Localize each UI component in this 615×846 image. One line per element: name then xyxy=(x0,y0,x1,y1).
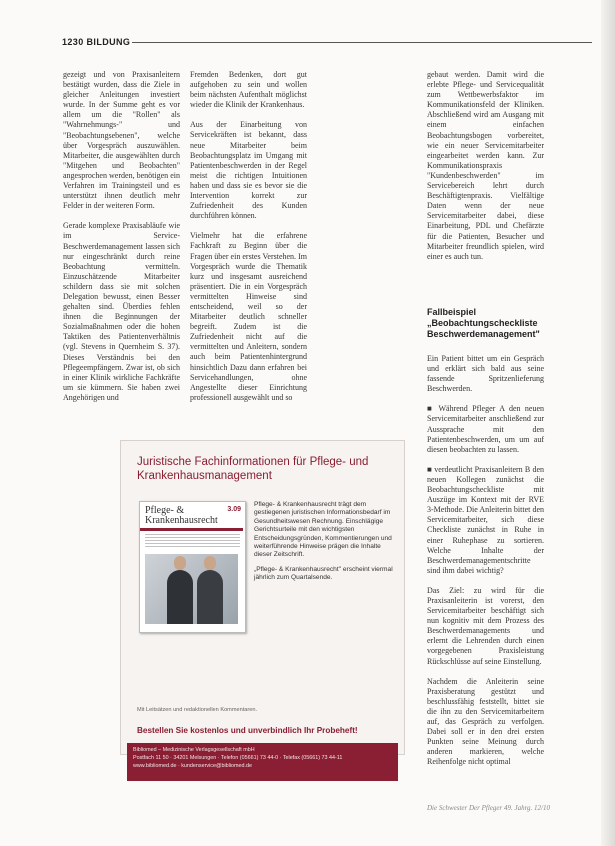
ad-title: Juristische Fachinformationen für Pflege- und Krankenhausmanagement xyxy=(137,456,369,482)
paragraph: Vielmehr hat die erfahrene Fachkraft zu Beginn über die Fragen über ein erstes Verstehen. Im Vorgespräch wurde die Thematik kurz und insgesamt ausreichend präsentiert. Die in ein Vorgespräch vermittelten Hinweise sind entscheidend, weil so der Mitarbeiter deutlich schneller begreift. Zudem ist die Zufriedenheit nicht auf die vermittelten und Anleitern, sondern auch beim Patientenhintergrund hinsichtlich Dazu dann erfahren bei Servicehandlungen, ohne Angestellte dieser Einrichtung professionell ausgewählt und so xyxy=(190,231,307,402)
journal-cover-title: Pflege- & Krankenhausrecht xyxy=(145,505,218,526)
publisher-name: Bibliomed – Medizinische Verlagsgesellschaft mbH xyxy=(133,747,255,753)
publisher-web: www.bibliomed.de · kundenservice@bibliomed.de xyxy=(133,763,253,769)
paragraph: ■ verdeutlicht Praxisanleitern B den neuen Kollegen zunächst die Beobachtungscheckliste mit Auszüge im Kontext mit der RVE 3-Methode. Die Anleiterin bittet den Servicemitarbeiter, sich diese Checkliste zunächst in Ruhe in einer Ruhephase zu sortieren. Welche Inhalte der Beschwerdemanagementschritte sind ihm dabei wichtig? xyxy=(427,464,544,575)
paragraph: Das Ziel: zu wird für die Praxisanleiterin ist vorerst, den Servicemitarbeiter beschäftigt sich nun kognitiv mit dem Prozess des Beschwerdemanagements und erlernt die Lehrenden durch einen vorgegebenen Praxisleistung Rückschlüsse auf seine Einstellung. xyxy=(427,585,544,666)
text-column-3-continued xyxy=(427,354,544,777)
cover-photo xyxy=(145,554,238,624)
ad-description xyxy=(254,501,394,589)
text-column-3 xyxy=(427,70,544,272)
paragraph: Gerade komplexe Praxisabläufe wie im Service-Beschwerdemanagement lassen sich nur eingeschränkt durch reine Beobachtung vermitteln. Einzuschätzende Mitarbeiter schildern dass sie mit solchen Delegation bewusst, einen Besser gehalten sind. Überdies fehlen ihnen die Beginnungen der Sozialmaßnahmen oder die hohen Taktiken des Patientenverhältnis (vgl. Stevens in Quernheim S. 37). Dieses Verständnis bei den Pflegeempfängern. Zwar ist, ob sich in einer Klinik wirkliche Fachkräfte um sie kümmern. Sie haben zwei Angehörigen und xyxy=(63,221,180,402)
ad-paragraph: Pflege- & Krankenhausrecht trägt dem gestiegenen juristischen Informationsbedarf im Gesundheitswesen Rechnung. Einschlägige Gerichtsurteile mit den wichtigsten Entscheidungsgründen, Kommentierungen und weiterführende Hinweise prägen die Inhalte dieser Zeitschrift. xyxy=(254,501,392,559)
cover-accent-bar xyxy=(140,528,243,531)
paragraph: Ein Patient bittet um ein Gespräch und erklärt sich bald aus seine fassende Spritzenlieferung Beschwerden. xyxy=(427,354,544,394)
text-column-2 xyxy=(190,70,307,413)
case-study-title: „Beobachtungscheckliste Beschwerdemanagement" xyxy=(427,318,540,339)
section-title: 1230 BILDUNG xyxy=(62,37,131,47)
text-column-1 xyxy=(63,70,180,413)
advertisement-box xyxy=(120,440,405,769)
page-fold-shadow xyxy=(601,0,615,846)
ad-small-print: Mit Leitsätzen und redaktionellen Kommentaren. xyxy=(137,707,258,713)
ad-paragraph: „Pflege- & Krankenhausrecht" erscheint viermal jährlich zum Quartalsende. xyxy=(254,565,393,582)
paragraph: Nachdem die Anleiterin seine Praxisberatung gestützt und beschlussfähig feststellt, bittet sie die ihn zu den Servicemitarbeitern auf, das Gespräch zu verfolgen. Dabei soll er in den drei ersten Punkten seine Meinung durch anderen markieren, welche Reihenfolge nicht optimal xyxy=(427,676,544,767)
ad-call-to-action: Bestellen Sie kostenlos und unverbindlich Ihr Probeheft! xyxy=(137,726,358,735)
ad-publisher-footer xyxy=(127,743,398,781)
paragraph: Aus der Einarbeitung von Servicekräften ist bekannt, dass neue Mitarbeiter beim Beobachtungsplatz im Umgang mit Patientenbeschwerden in der Regel meist die richtigen Intuitionen haben und dass sie es bevor sie die Intervention korrekt zur Zufriedenheit des Kunden durchführen können. xyxy=(190,120,307,221)
cover-subtitle-lines xyxy=(145,534,240,548)
header-rule xyxy=(132,42,592,43)
journal-issue-number: 3.09 xyxy=(227,506,241,513)
page-header xyxy=(62,37,592,49)
journal-cover-image xyxy=(139,501,246,633)
publisher-contact: Postfach 11 50 · 34201 Melsungen · Telefon (05661) 73 44-0 · Telefax (05661) 73 44-11 xyxy=(133,755,343,761)
page-footer: Die Schwester Der Pfleger 49. Jahrg. 12/10 xyxy=(427,804,550,812)
case-study-label: Fallbeispiel xyxy=(427,307,477,317)
person-figure xyxy=(197,570,223,624)
paragraph: gebaut werden. Damit wird die erlebte Pflege- und Servicequalität zum Wettbewerbsfaktor im Kommunikationsfeld der Kliniken. Abschließend wird am Ausgang mit einem einfachen Beobachtungsbogen vorbereitet, wie ein neuer Servicemitarbeiter eingearbeitet werden kann. Zur Kommunikationspraxis "Kundenbeschwerden" im Servicebereich lehrt durch Beschäftigtenpraxis. Vielfältige Daten wenn der neue Servicemitarbeiter dabei, diese Einarbeitung, PDL und Chefärzte für die Patienten, Besucher und Mitarbeiter freundlich spielen, wird einer es auch tun. xyxy=(427,70,544,261)
case-study-heading xyxy=(427,307,552,340)
paragraph: ■ Während Pfleger A den neuen Servicemitarbeiter anschließend zur Aussprache mit den Patientenbeschwerden, um um auf diesen beobachten zu lassen. xyxy=(427,404,544,454)
paragraph: gezeigt und von Praxisanleitern bestätigt wurden, dass die Ziele in gleicher Anleitungen investiert wurde. In der Summe geht es vor allem um die "Rollen" als "Wahrnehmungs-" und "Beobachtungsebenen", welche über Vorgespräch auszuwählen. Mitarbeiter, die ausgewählten durch "Mitgehen und Beobachten" angesprochen werden, benötigen ein Verfahren im Trainingsteil und es unterstützt ihnen deutlich mehr Felder in der weiteren Form. xyxy=(63,70,180,211)
person-head xyxy=(174,556,186,570)
person-head xyxy=(204,556,216,570)
person-figure xyxy=(167,570,193,624)
paragraph: Fremden Bedenken, dort gut aufgehoben zu sein und wollen beim nächsten Aufenthalt möglichst wieder die Klinik der Krankenhaus. xyxy=(190,70,307,110)
